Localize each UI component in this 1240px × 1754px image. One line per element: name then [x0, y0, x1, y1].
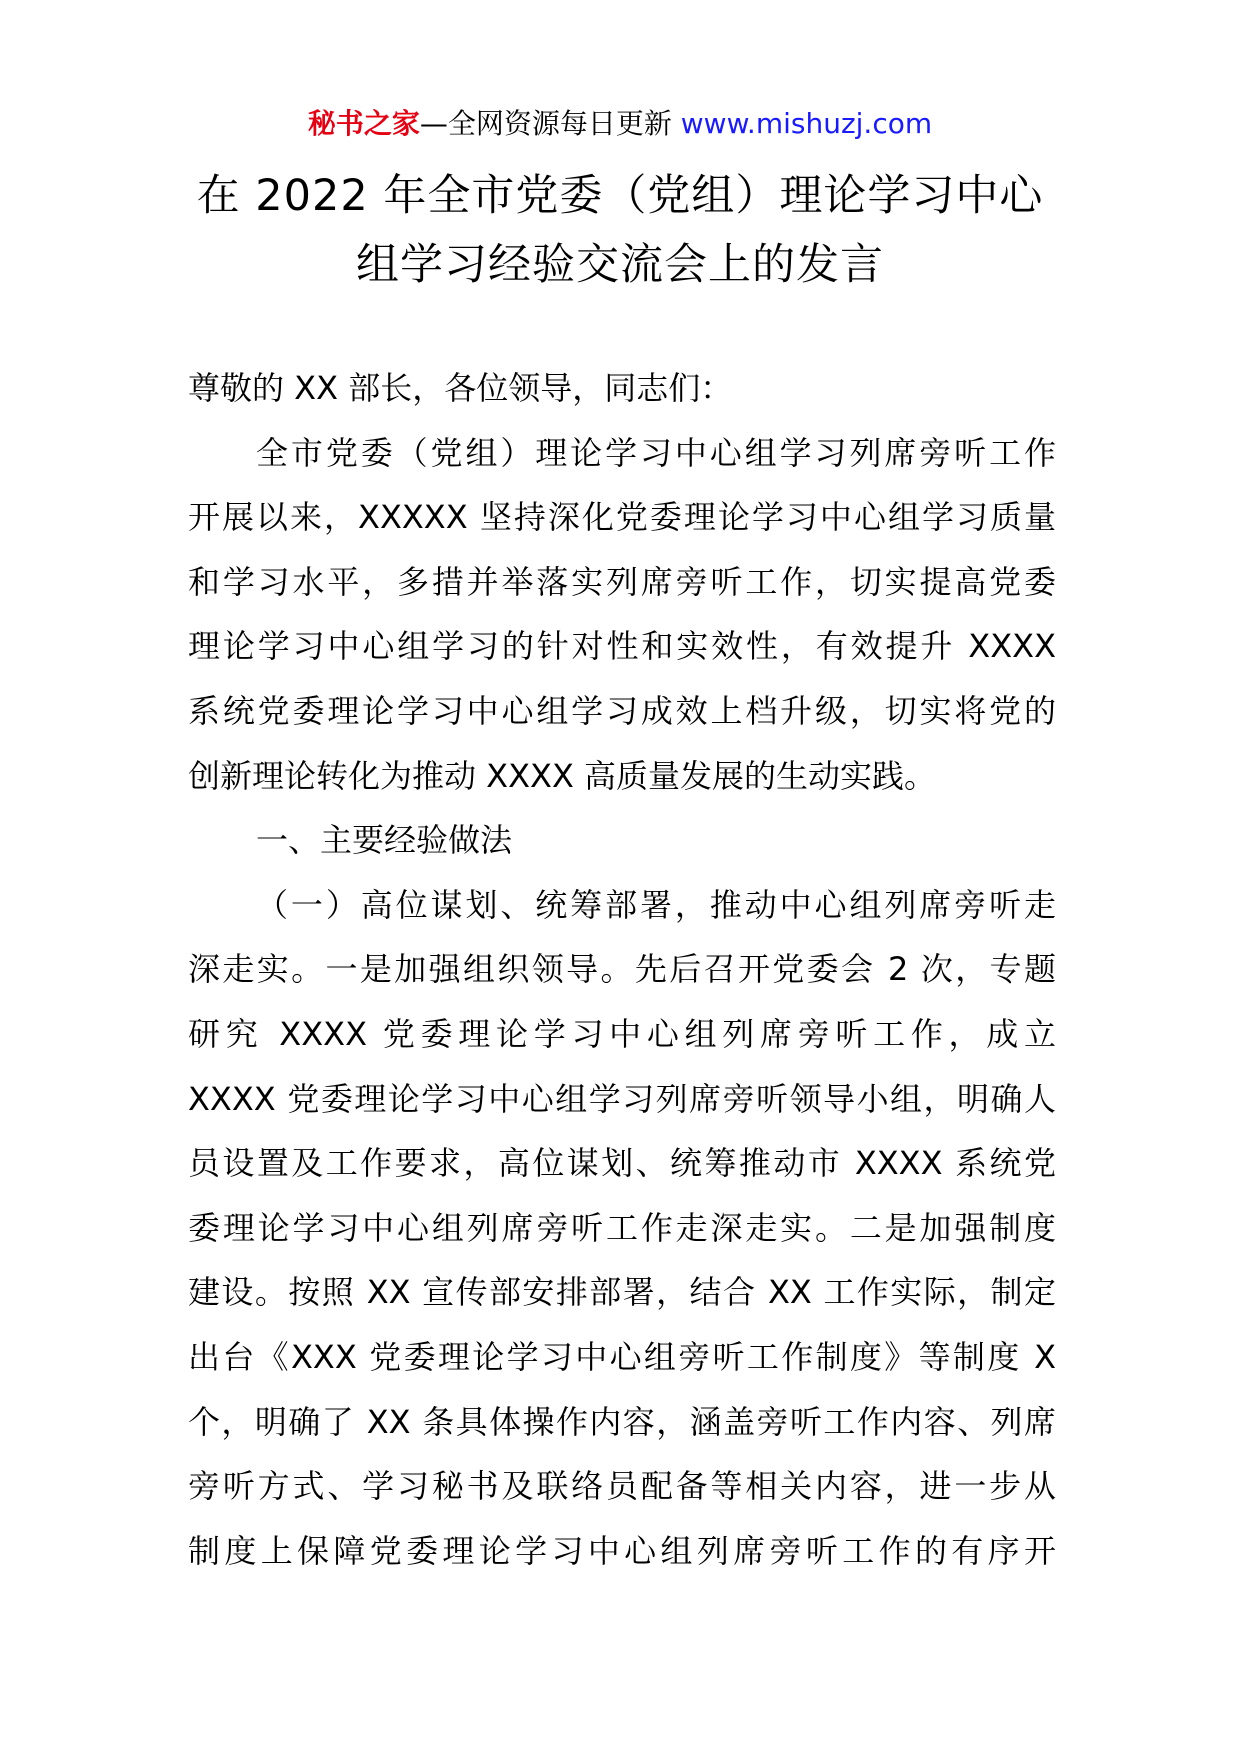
- site-tagline: —全网资源每日更新: [419, 107, 681, 140]
- body-line: 深走实。一是加强组织领导。先后召开党委会 2 次，专题: [188, 950, 1056, 989]
- document-body: [188, 356, 1056, 1583]
- section-heading: 一、主要经验做法: [256, 821, 513, 860]
- site-brand: 秘书之家: [307, 107, 420, 140]
- site-header: [0, 104, 1240, 144]
- site-url[interactable]: www.mishuzj.com: [680, 107, 933, 140]
- body-line: 开展以来，XXXXX 坚持深化党委理论学习中心组学习质量: [188, 498, 1056, 537]
- body-line: 个，明确了 XX 条具体操作内容，涵盖旁听工作内容、列席: [188, 1402, 1056, 1441]
- title-line-1: 在 2022 年全市党委（党组）理论学习中心: [196, 171, 1044, 221]
- body-line: 研究 XXXX 党委理论学习中心组列席旁听工作，成立: [188, 1014, 1056, 1053]
- body-line: 和学习水平，多措并举落实列席旁听工作，切实提高党委: [188, 562, 1056, 601]
- title-line-2: 组学习经验交流会上的发言: [356, 240, 884, 290]
- body-line: 员设置及工作要求，高位谋划、统筹推动市 XXXX 系统党: [188, 1144, 1056, 1183]
- body-line: 系统党委理论学习中心组学习成效上档升级，切实将党的: [188, 691, 1056, 730]
- body-line: 创新理论转化为推动 XXXX 高质量发展的生动实践。: [188, 756, 937, 795]
- body-line: 全市党委（党组）理论学习中心组学习列席旁听工作: [256, 433, 1056, 472]
- subsection-heading: （一）高位谋划、统筹部署，推动中心组列席旁听走: [256, 885, 1056, 924]
- body-line: XXXX 党委理论学习中心组学习列席旁听领导小组，明确人: [188, 1079, 1056, 1118]
- document-title: [150, 162, 1090, 300]
- body-line: 制度上保障党委理论学习中心组列席旁听工作的有序开: [188, 1531, 1056, 1570]
- body-line: 理论学习中心组学习的针对性和实效性，有效提升 XXXX: [188, 627, 1056, 666]
- salutation: 尊敬的 XX 部长，各位领导，同志们：: [188, 369, 733, 407]
- body-line: 委理论学习中心组列席旁听工作走深走实。二是加强制度: [188, 1208, 1056, 1247]
- body-line: 建设。按照 XX 宣传部安排部署，结合 XX 工作实际，制定: [188, 1273, 1056, 1312]
- body-line: 出台《XXX 党委理论学习中心组旁听工作制度》等制度 X: [188, 1337, 1056, 1376]
- body-line: 旁听方式、学习秘书及联络员配备等相关内容，进一步从: [188, 1467, 1056, 1506]
